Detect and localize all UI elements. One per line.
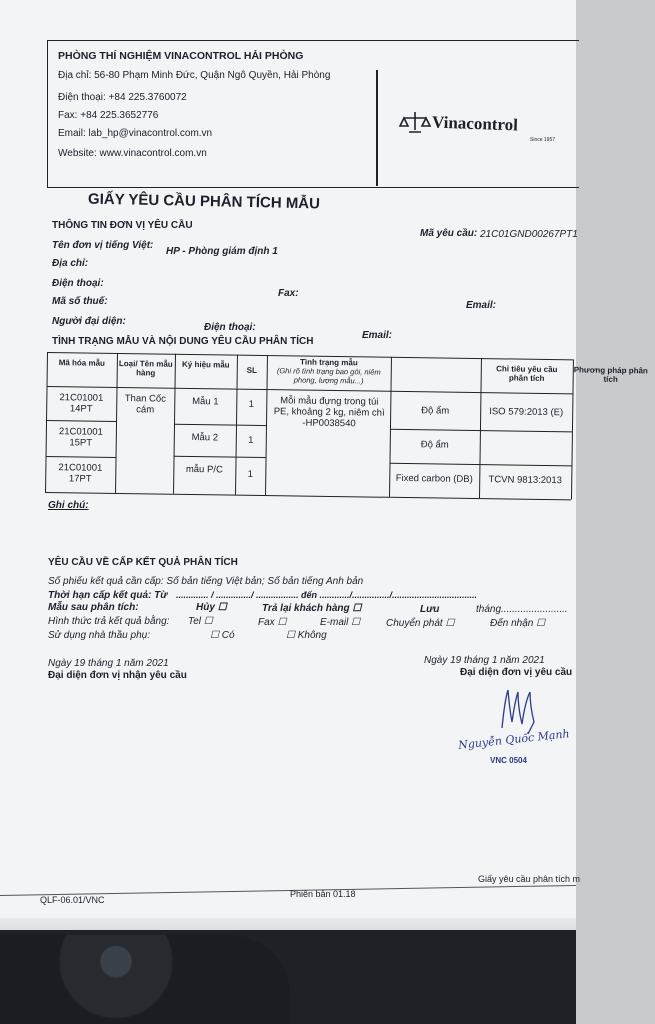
rep-email-label: Email: bbox=[362, 330, 393, 341]
table-border bbox=[174, 456, 266, 458]
checkbox-icon: ☐ bbox=[536, 618, 546, 629]
document-title: GIẤY YÊU CẦU PHÂN TÍCH MẪU bbox=[87, 190, 321, 213]
pickup-option[interactable] bbox=[490, 618, 545, 629]
header-quantity: SL bbox=[246, 365, 257, 375]
signer-name: Nguyễn Quốc Mạnh bbox=[457, 727, 571, 752]
table-border bbox=[115, 353, 118, 493]
table-border bbox=[45, 492, 571, 500]
request-code-label: Mã yêu cầu: bbox=[420, 228, 478, 239]
row3-code: 21C01001 17PT bbox=[58, 462, 103, 485]
vinacontrol-logo-text: Vinacontrol bbox=[431, 112, 519, 135]
lab-fax: Fax: +84 225.3652776 bbox=[58, 110, 159, 121]
row3-symbol: mẫu P/C bbox=[185, 463, 223, 476]
checkbox-icon: ☐ bbox=[351, 617, 361, 628]
row2-symbol: Mẫu 2 bbox=[191, 432, 219, 444]
row2-quantity: 1 bbox=[248, 434, 254, 446]
pickup-label: Đến nhận bbox=[490, 618, 534, 629]
right-sign-date: Ngày 19 tháng 1 năm 2021 bbox=[424, 655, 545, 666]
table-border bbox=[45, 352, 48, 492]
tax-code-label: Mã số thuế: bbox=[52, 296, 108, 307]
no-label: Không bbox=[297, 630, 327, 641]
table-border bbox=[46, 420, 116, 422]
row1-method: ISO 579:2013 (E) bbox=[489, 406, 564, 419]
header-condition: Tình trạng mẫu bbox=[299, 357, 358, 368]
header-divider bbox=[376, 70, 378, 186]
header-sample-code: Mã hóa mẫu bbox=[58, 358, 106, 368]
month-dots: tháng........................ bbox=[476, 604, 568, 615]
header-sample-symbol: Ký hiệu mẫu bbox=[181, 359, 230, 370]
checkbox-icon: ☐ bbox=[445, 618, 455, 629]
condition-value: Mỗi mẫu đựng trong túi PE, khoảng 2 kg, niêm chì -HP0038540 bbox=[273, 395, 385, 430]
email-label: Email: bbox=[466, 300, 497, 311]
subcontract-no-option[interactable] bbox=[286, 630, 327, 641]
tel-label: Tel bbox=[188, 616, 201, 627]
row3-quantity: 1 bbox=[247, 468, 254, 480]
row1-quantity: 1 bbox=[248, 398, 255, 410]
address-label: Địa chỉ: bbox=[52, 258, 89, 269]
header-condition-note: (Ghi rõ tình trạng bao gói, niêm phong, lượng mẫu...) bbox=[276, 366, 381, 386]
row1-criteria: Độ ẩm bbox=[421, 405, 450, 417]
return-option[interactable] bbox=[262, 603, 361, 614]
form-code: QLF-06.01/VNC bbox=[40, 895, 105, 905]
checkbox-icon: ☐ bbox=[277, 617, 287, 628]
left-sign-role: Đại diện đơn vị nhận yêu cầu bbox=[48, 670, 187, 681]
deadline-dots: ............. / ............../ ................. đến ............/.............../.................................. bbox=[176, 590, 478, 600]
note-label: Ghi chú: bbox=[48, 500, 89, 511]
subcontract-label: Sử dụng nhà thầu phụ: bbox=[48, 630, 150, 641]
destroy-option[interactable] bbox=[196, 602, 227, 613]
signature bbox=[488, 678, 548, 738]
email-option[interactable] bbox=[320, 617, 360, 628]
checkbox-icon: ☐ bbox=[286, 630, 295, 641]
version: Phiên bản 01.18 bbox=[290, 889, 356, 899]
lab-website: Website: www.vinacontrol.com.vn bbox=[58, 148, 207, 159]
checkbox-icon: ☐ bbox=[210, 630, 219, 641]
vinacontrol-logo-icon bbox=[400, 110, 430, 134]
delivery-method-label: Hình thức trả kết quả bằng: bbox=[48, 616, 170, 627]
row3-criteria: Fixed carbon (DB) bbox=[395, 472, 473, 485]
return-label: Trả lại khách hàng bbox=[262, 603, 350, 614]
name-vn-label: Tên đơn vị tiếng Việt: bbox=[52, 240, 154, 251]
deadline-label: Thời hạn cấp kết quả: Từ bbox=[48, 590, 168, 601]
row3-method: TCVN 9813:2013 bbox=[488, 474, 563, 487]
post-option[interactable] bbox=[386, 618, 454, 629]
row2-criteria: Độ ẩm bbox=[420, 439, 449, 451]
result-section-title: YÊU CẦU VỀ CẤP KẾT QUẢ PHÂN TÍCH bbox=[48, 557, 238, 568]
row2-code: 21C01001 15PT bbox=[58, 426, 103, 449]
row1-symbol: Mẫu 1 bbox=[192, 396, 219, 408]
after-analysis-label: Mẫu sau phân tích: bbox=[48, 602, 139, 613]
yes-label: Có bbox=[221, 630, 235, 641]
keep-label: Lưu bbox=[420, 604, 440, 615]
sample-type-value: Than Cốc cám bbox=[124, 393, 167, 416]
signer-code: VNC 0504 bbox=[490, 756, 527, 765]
left-sign-date: Ngày 19 tháng 1 năm 2021 bbox=[48, 658, 169, 669]
lab-name: PHÒNG THÍ NGHIỆM VINACONTROL HẢI PHÒNG bbox=[58, 50, 304, 62]
table-border bbox=[265, 355, 268, 495]
checkbox-icon: ☐ bbox=[203, 616, 213, 627]
phone-label: Điện thoại: bbox=[52, 278, 104, 289]
logo-since: Since 1957 bbox=[530, 137, 556, 143]
table-border bbox=[174, 424, 266, 426]
lab-address: Địa chỉ: 56-80 Phạm Minh Đức, Quận Ngô Quyền, Hải Phòng bbox=[58, 70, 331, 81]
table-border bbox=[46, 456, 116, 458]
tel-option[interactable] bbox=[188, 616, 213, 627]
rep-phone-label: Điện thoại: bbox=[204, 322, 256, 333]
copies-line: Số phiếu kết quả cần cấp: Số bản tiếng Việt bản; Số bản tiếng Anh bản bbox=[48, 576, 364, 587]
cloth-object bbox=[0, 935, 290, 1024]
subcontract-yes-option[interactable] bbox=[210, 630, 235, 641]
footer-doc-title: Giấy yêu cầu phân tích m bbox=[478, 874, 581, 884]
fax-label: Fax: bbox=[278, 288, 299, 299]
lab-phone: Điện thoại: +84 225.3760072 bbox=[58, 92, 187, 103]
destroy-label: Hủy bbox=[196, 602, 215, 613]
header-sample-type: Loại/ Tên mẫu hàng bbox=[118, 359, 173, 378]
fax-option-label: Fax bbox=[258, 617, 275, 628]
sample-section-title: TÌNH TRẠNG MẪU VÀ NỘI DUNG YÊU CẦU PHÂN TÍCH bbox=[52, 336, 314, 347]
right-sign-role: Đại diện đơn vị yêu cầu bbox=[460, 667, 573, 678]
sample-table bbox=[45, 352, 648, 503]
name-vn-value: HP - Phòng giám định 1 bbox=[166, 246, 278, 257]
checkbox-icon: ☐ bbox=[217, 602, 227, 613]
email-option-label: E-mail bbox=[320, 617, 349, 628]
checkbox-icon: ☐ bbox=[352, 603, 362, 614]
representative-label: Người đại diện: bbox=[52, 316, 126, 327]
fax-option[interactable] bbox=[258, 617, 286, 628]
request-code: 21C01GND00267PT1 bbox=[480, 229, 578, 240]
header-criteria: Chỉ tiêu yêu cầu phân tích bbox=[496, 364, 558, 383]
post-label: Chuyển phát bbox=[386, 618, 443, 629]
requester-section-title: THÔNG TIN ĐƠN VỊ YÊU CẦU bbox=[52, 220, 193, 231]
header-method: Phương pháp phân tích bbox=[573, 365, 648, 384]
row1-code: 21C01001 14PT bbox=[59, 392, 104, 415]
lab-email: Email: lab_hp@vinacontrol.com.vn bbox=[58, 128, 213, 139]
row2-method bbox=[482, 440, 570, 441]
